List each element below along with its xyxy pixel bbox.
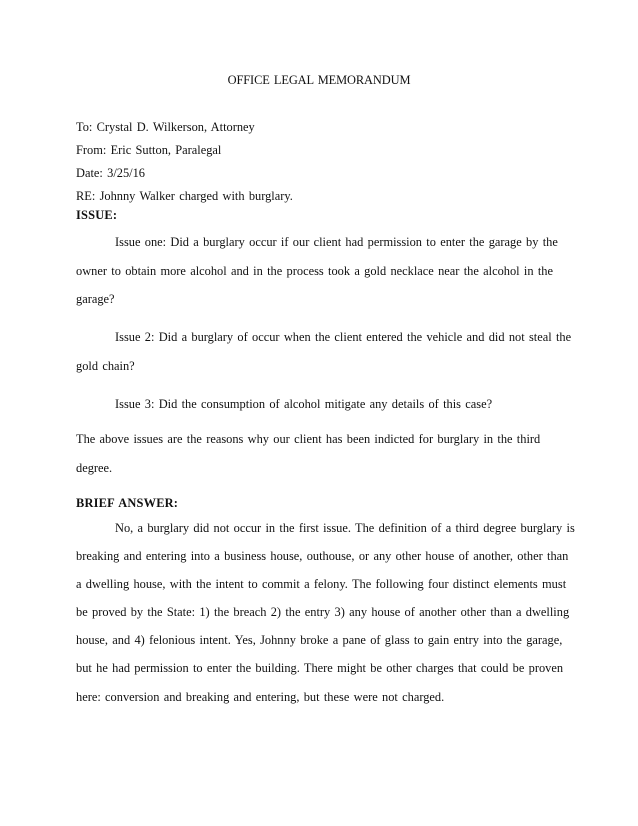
- issue2-line-2: gold chain?: [76, 359, 135, 373]
- issue1-line-3: garage?: [76, 292, 115, 306]
- brief-answer-line-6: but he had permission to enter the building. There might be other charges that could be proven: [76, 661, 564, 675]
- brief-answer-line-4: be proved by the State: 1) the breach 2) the entry 3) any house of another other than a dwelling: [76, 605, 570, 619]
- memo-re-line: RE: Johnny Walker charged with burglary.: [76, 189, 293, 203]
- memo-to-line: To: Crystal D. Wilkerson, Attorney: [76, 120, 255, 134]
- memo-title: OFFICE LEGAL MEMORANDUM: [227, 73, 411, 87]
- issue2-line-1: Issue 2: Did a burglary of occur when the client entered the vehicle and did not steal the: [115, 330, 572, 344]
- memo-from-line: From: Eric Sutton, Paralegal: [76, 143, 222, 157]
- issue-heading: ISSUE:: [76, 208, 118, 222]
- brief-answer-line-3: a dwelling house, with the intent to commit a felony. The following four distinct elements must: [76, 577, 567, 591]
- memo-date-line: Date: 3/25/16: [76, 166, 145, 180]
- brief-answer-line-2: breaking and entering into a business house, outhouse, or any other house of another, other than: [76, 549, 569, 563]
- issues-summary-line-2: degree.: [76, 461, 113, 475]
- issue3-line: Issue 3: Did the consumption of alcohol mitigate any details of this case?: [115, 397, 493, 411]
- brief-answer-line-1: No, a burglary did not occur in the first issue. The definition of a third degree burglary is: [115, 521, 575, 535]
- issues-summary-line-1: The above issues are the reasons why our client has been indicted for burglary in the third: [76, 432, 541, 446]
- brief-answer-heading: BRIEF ANSWER:: [76, 496, 179, 510]
- issue1-line-2: owner to obtain more alcohol and in the process took a gold necklace near the alcohol in the: [76, 264, 553, 278]
- issue1-line-1: Issue one: Did a burglary occur if our client had permission to enter the garage by the: [115, 235, 558, 249]
- brief-answer-line-5: house, and 4) felonious intent. Yes, Johnny broke a pane of glass to gain entry into the garage,: [76, 633, 563, 647]
- brief-answer-line-7: here: conversion and breaking and entering, but these were not charged.: [76, 690, 445, 704]
